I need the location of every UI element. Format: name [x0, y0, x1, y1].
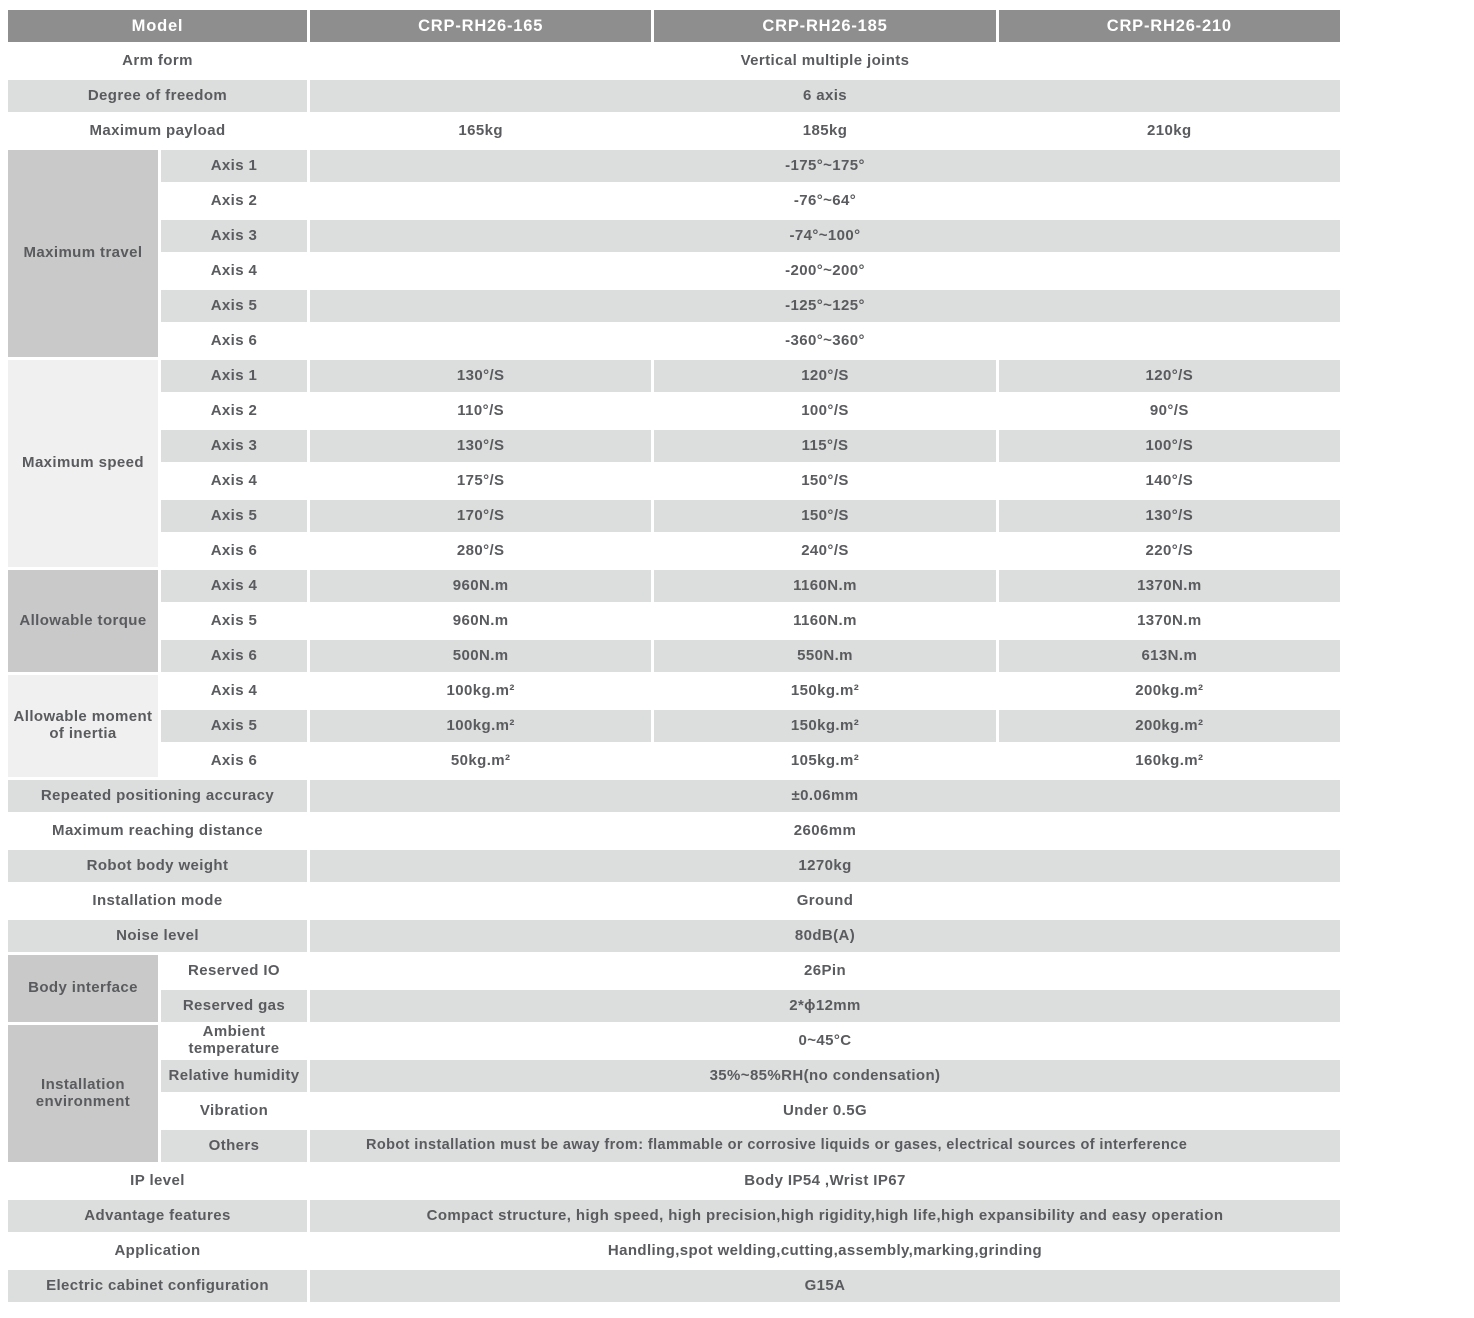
- value-cell: 100kg.m²: [310, 710, 651, 742]
- value-cell: 130°/S: [999, 500, 1340, 532]
- value-cell: 100°/S: [654, 395, 995, 427]
- value-cell: 26Pin: [310, 955, 1340, 987]
- value-cell: 150°/S: [654, 465, 995, 497]
- value-cell: 100kg.m²: [310, 675, 651, 707]
- axis-label: Axis 4: [161, 465, 307, 497]
- value-cell: 210kg: [999, 115, 1340, 147]
- value-cell: 100°/S: [999, 430, 1340, 462]
- value-cell: 120°/S: [999, 360, 1340, 392]
- row-label: Robot body weight: [8, 850, 307, 882]
- value-cell: Under 0.5G: [310, 1095, 1340, 1127]
- value-cell: 1370N.m: [999, 605, 1340, 637]
- row-label: Application: [8, 1235, 307, 1267]
- header-cell-model-1: CRP-RH26-165: [310, 10, 651, 42]
- value-cell: 160kg.m²: [999, 745, 1340, 777]
- row-label: Arm form: [8, 45, 307, 77]
- value-cell: 170°/S: [310, 500, 651, 532]
- value-cell: 220°/S: [999, 535, 1340, 567]
- axis-label: Axis 1: [161, 150, 307, 182]
- row-label: IP level: [8, 1165, 307, 1197]
- header-cell-model-2: CRP-RH26-185: [654, 10, 995, 42]
- value-cell: 200kg.m²: [999, 675, 1340, 707]
- axis-label: Axis 5: [161, 500, 307, 532]
- value-cell: Compact structure, high speed, high precision,high rigidity,high life,high expansibility and easy operation: [310, 1200, 1340, 1232]
- value-cell: -76°~64°: [310, 185, 1340, 217]
- value-cell: 613N.m: [999, 640, 1340, 672]
- axis-label: Relative humidity: [161, 1060, 307, 1092]
- axis-label: Reserved IO: [161, 955, 307, 987]
- axis-label: Axis 1: [161, 360, 307, 392]
- header-cell-model-3: CRP-RH26-210: [999, 10, 1340, 42]
- value-cell: 90°/S: [999, 395, 1340, 427]
- axis-label: Axis 5: [161, 710, 307, 742]
- value-cell: 1160N.m: [654, 570, 995, 602]
- value-cell: 1270kg: [310, 850, 1340, 882]
- robot-spec-table: [8, 10, 1340, 1302]
- value-cell: 960N.m: [310, 605, 651, 637]
- value-cell: 130°/S: [310, 430, 651, 462]
- value-cell: Vertical multiple joints: [310, 45, 1340, 77]
- value-cell: 200kg.m²: [999, 710, 1340, 742]
- axis-label: Axis 5: [161, 605, 307, 637]
- value-cell: -360°~360°: [310, 325, 1340, 357]
- value-cell: Handling,spot welding,cutting,assembly,marking,grinding: [310, 1235, 1340, 1267]
- value-cell: -74°~100°: [310, 220, 1340, 252]
- axis-label: Reserved gas: [161, 990, 307, 1022]
- axis-label: Axis 3: [161, 220, 307, 252]
- value-cell: 550N.m: [654, 640, 995, 672]
- value-cell: G15A: [310, 1270, 1340, 1302]
- value-cell: 150kg.m²: [654, 710, 995, 742]
- value-cell: 150°/S: [654, 500, 995, 532]
- value-cell: 50kg.m²: [310, 745, 651, 777]
- value-cell: 6 axis: [310, 80, 1340, 112]
- axis-label: Axis 2: [161, 395, 307, 427]
- axis-label: Axis 6: [161, 640, 307, 672]
- row-label: Maximum reaching distance: [8, 815, 307, 847]
- value-cell: 150kg.m²: [654, 675, 995, 707]
- value-cell: 130°/S: [310, 360, 651, 392]
- value-cell: -125°~125°: [310, 290, 1340, 322]
- value-cell: 1370N.m: [999, 570, 1340, 602]
- axis-label: Others: [161, 1130, 307, 1162]
- group-label: Maximum speed: [8, 360, 158, 567]
- value-cell: 140°/S: [999, 465, 1340, 497]
- row-label: Installation mode: [8, 885, 307, 917]
- row-label: Degree of freedom: [8, 80, 307, 112]
- value-cell: 120°/S: [654, 360, 995, 392]
- value-cell: Robot installation must be away from: flammable or corrosive liquids or gases, electrical sources of interference: [310, 1130, 1340, 1162]
- axis-label: Axis 4: [161, 255, 307, 287]
- axis-label: Axis 6: [161, 325, 307, 357]
- value-cell: 175°/S: [310, 465, 651, 497]
- value-cell: ±0.06mm: [310, 780, 1340, 812]
- group-label: Allowable moment of inertia: [8, 675, 158, 777]
- value-cell: 35%~85%RH(no condensation): [310, 1060, 1340, 1092]
- value-cell: 2606mm: [310, 815, 1340, 847]
- axis-label: Axis 6: [161, 745, 307, 777]
- row-label: Noise level: [8, 920, 307, 952]
- value-cell: 185kg: [654, 115, 995, 147]
- value-cell: 500N.m: [310, 640, 651, 672]
- row-label: Electric cabinet configuration: [8, 1270, 307, 1302]
- axis-label: Axis 4: [161, 570, 307, 602]
- header-cell-model: Model: [8, 10, 307, 42]
- row-label: Maximum payload: [8, 115, 307, 147]
- value-cell: 280°/S: [310, 535, 651, 567]
- value-cell: Ground: [310, 885, 1340, 917]
- axis-label: Axis 4: [161, 675, 307, 707]
- value-cell: 2*ϕ12mm: [310, 990, 1340, 1022]
- value-cell: 960N.m: [310, 570, 651, 602]
- axis-label: Ambient temperature: [161, 1025, 307, 1057]
- group-label: Maximum travel: [8, 150, 158, 357]
- row-label: Repeated positioning accuracy: [8, 780, 307, 812]
- value-cell: Body IP54 ,Wrist IP67: [310, 1165, 1340, 1197]
- value-cell: -200°~200°: [310, 255, 1340, 287]
- group-label: Allowable torque: [8, 570, 158, 672]
- value-cell: 240°/S: [654, 535, 995, 567]
- value-cell: 80dB(A): [310, 920, 1340, 952]
- row-label: Advantage features: [8, 1200, 307, 1232]
- axis-label: Vibration: [161, 1095, 307, 1127]
- value-cell: 105kg.m²: [654, 745, 995, 777]
- value-cell: 115°/S: [654, 430, 995, 462]
- group-label: Body interface: [8, 955, 158, 1022]
- axis-label: Axis 6: [161, 535, 307, 567]
- group-label: Installation environment: [8, 1025, 158, 1162]
- axis-label: Axis 5: [161, 290, 307, 322]
- value-cell: 0~45°C: [310, 1025, 1340, 1057]
- value-cell: 1160N.m: [654, 605, 995, 637]
- axis-label: Axis 2: [161, 185, 307, 217]
- value-cell: 165kg: [310, 115, 651, 147]
- value-cell: 110°/S: [310, 395, 651, 427]
- value-cell: -175°~175°: [310, 150, 1340, 182]
- axis-label: Axis 3: [161, 430, 307, 462]
